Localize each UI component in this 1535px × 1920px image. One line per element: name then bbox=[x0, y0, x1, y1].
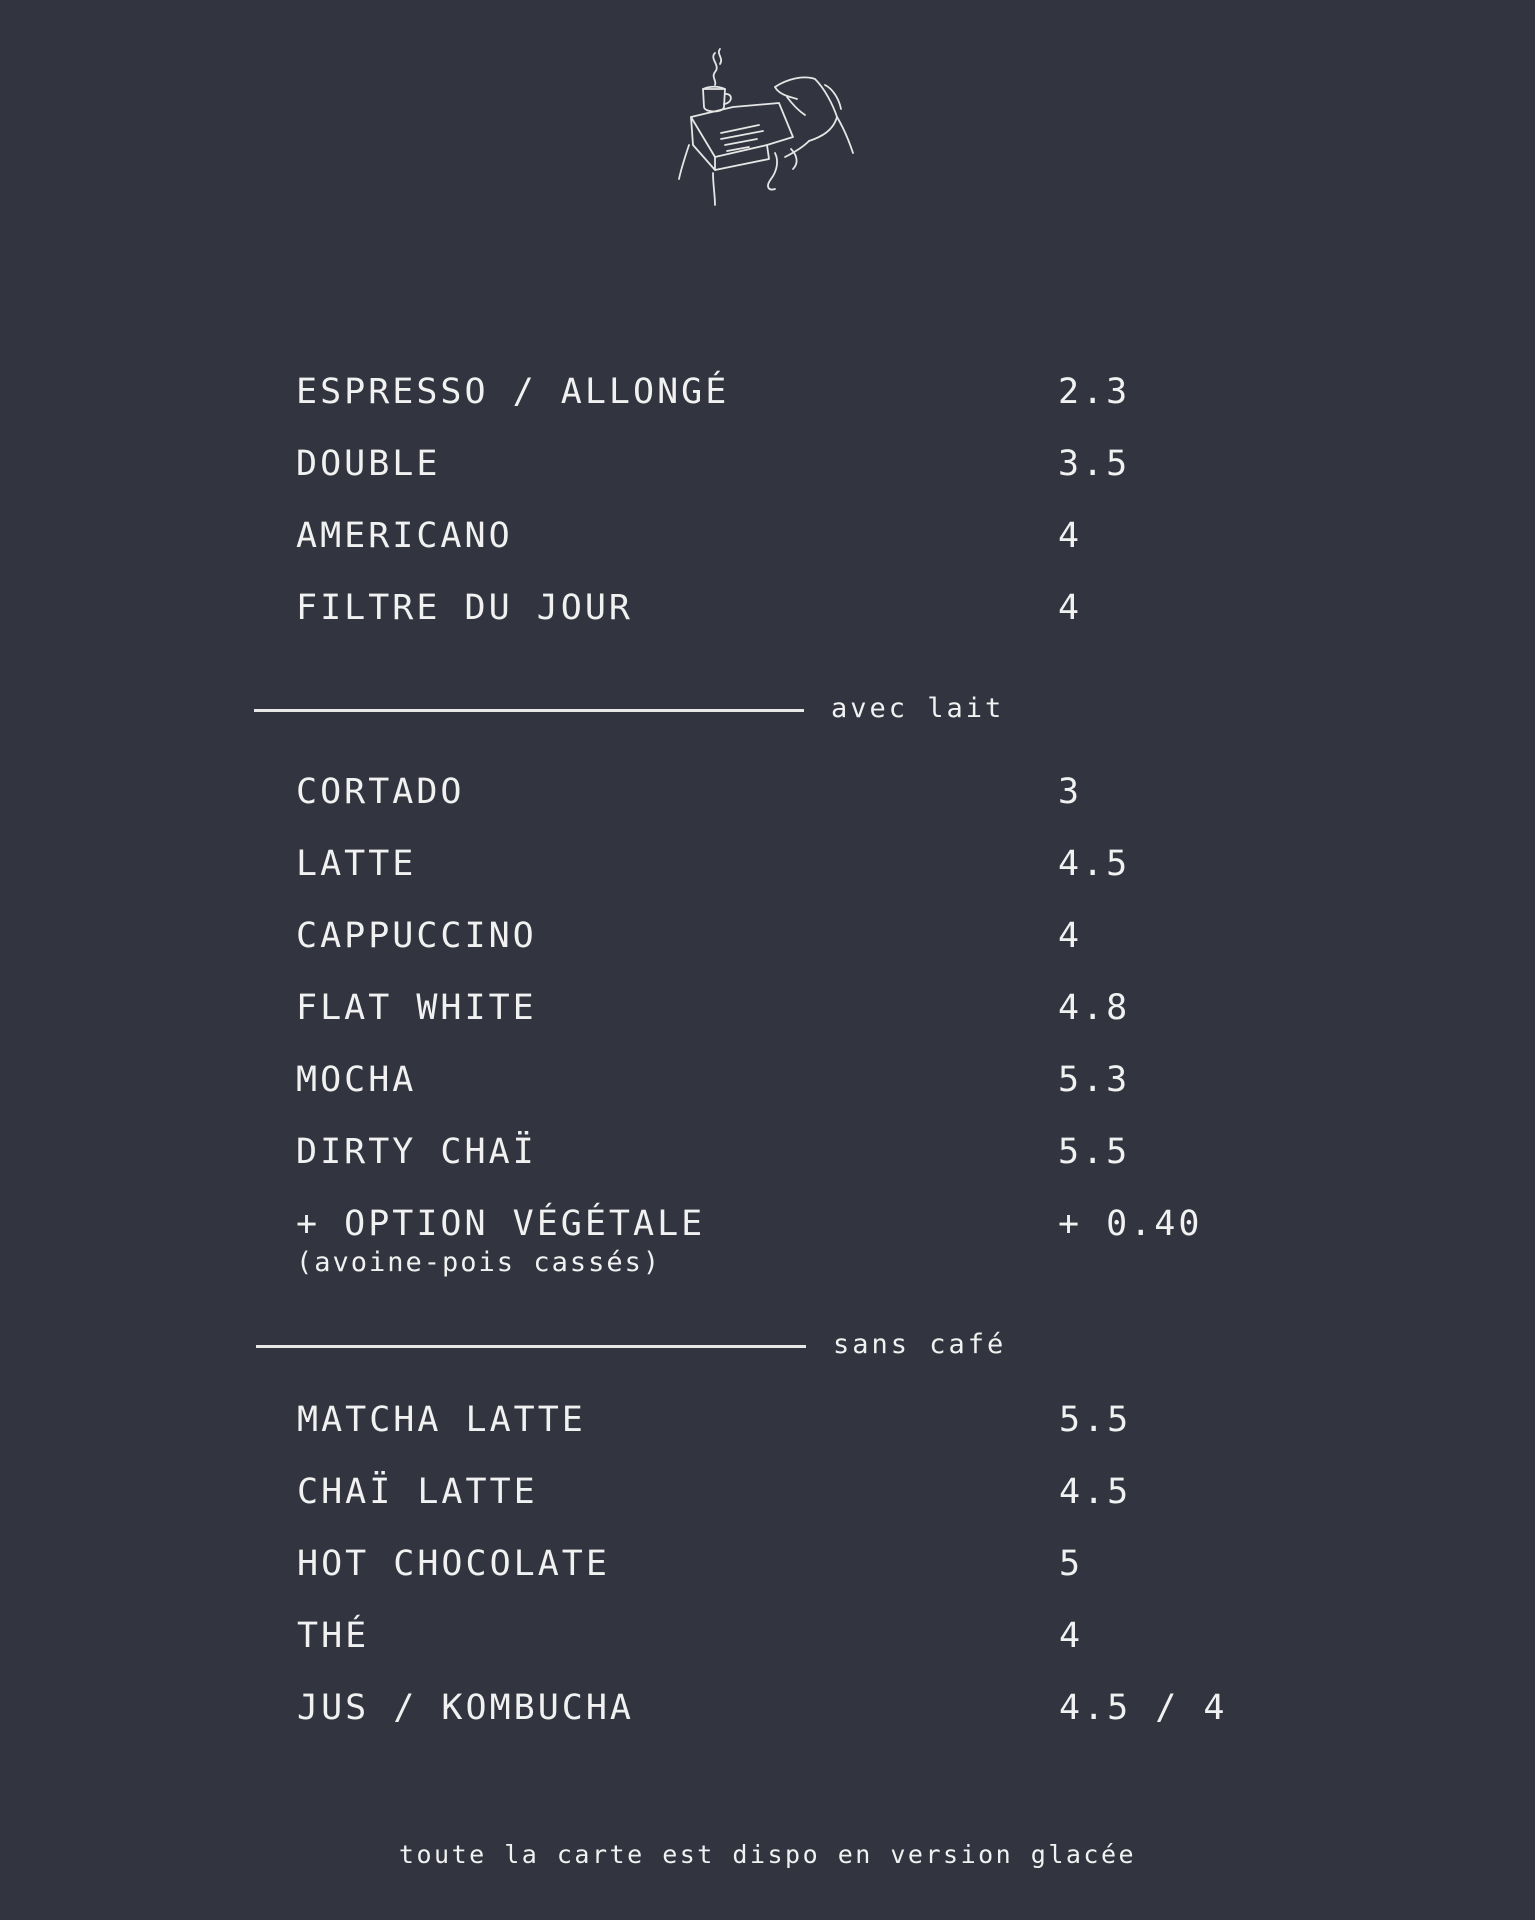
item-name: LATTE bbox=[296, 844, 417, 884]
footer-note: toute la carte est dispo en version glacée bbox=[398, 1840, 1137, 1869]
item-price: 4 bbox=[1059, 1616, 1084, 1656]
item-price: 3.5 bbox=[1058, 444, 1131, 484]
item-name: FILTRE DU JOUR bbox=[296, 588, 634, 628]
item-name: CORTADO bbox=[296, 772, 465, 812]
section-label: avec lait bbox=[831, 693, 1005, 724]
item-name: HOT CHOCOLATE bbox=[297, 1544, 610, 1584]
menu-item bbox=[297, 1542, 1297, 1614]
menu-item bbox=[296, 770, 1296, 842]
menu-item bbox=[296, 1130, 1296, 1202]
item-name: CAPPUCCINO bbox=[296, 916, 537, 956]
menu-item bbox=[296, 914, 1296, 986]
item-price: 4.5 / 4 bbox=[1059, 1688, 1228, 1728]
menu-item bbox=[296, 442, 1296, 514]
item-name: FLAT WHITE bbox=[296, 988, 537, 1028]
menu-item bbox=[296, 370, 1296, 442]
item-price: 4.8 bbox=[1058, 988, 1131, 1028]
item-name: MATCHA LATTE bbox=[297, 1400, 586, 1440]
menu-item bbox=[297, 1470, 1297, 1542]
item-name: MOCHA bbox=[296, 1060, 417, 1100]
menu-section-espresso bbox=[296, 370, 1296, 658]
item-price: 5.3 bbox=[1058, 1060, 1131, 1100]
item-name: ESPRESSO / ALLONGÉ bbox=[296, 372, 730, 412]
item-price: 4 bbox=[1058, 588, 1083, 628]
item-price: 5.5 bbox=[1058, 1132, 1131, 1172]
item-price: 5.5 bbox=[1059, 1400, 1132, 1440]
menu-item bbox=[297, 1686, 1297, 1758]
item-name: + OPTION VÉGÉTALE bbox=[296, 1204, 706, 1244]
menu-item bbox=[296, 514, 1296, 586]
section-divider bbox=[256, 1345, 806, 1348]
item-price: 4.5 bbox=[1058, 844, 1131, 884]
item-price: 4 bbox=[1058, 916, 1083, 956]
item-price: 4 bbox=[1058, 516, 1083, 556]
menu-item bbox=[297, 1614, 1297, 1686]
menu-item bbox=[297, 1398, 1297, 1470]
item-note: (avoine-pois cassés) bbox=[296, 1247, 662, 1278]
item-price: 2.3 bbox=[1058, 372, 1131, 412]
item-name: DOUBLE bbox=[296, 444, 441, 484]
item-price: 4.5 bbox=[1059, 1472, 1132, 1512]
section-header-avec-lait bbox=[254, 689, 1054, 729]
menu-item bbox=[296, 1058, 1296, 1130]
coffee-cup-and-hands-sketch-icon bbox=[675, 45, 860, 210]
item-name: THÉ bbox=[297, 1616, 370, 1656]
menu-section-sans-cafe bbox=[297, 1398, 1297, 1758]
item-name: CHAÏ LATTE bbox=[297, 1472, 538, 1512]
section-divider bbox=[254, 709, 804, 712]
item-name: JUS / KOMBUCHA bbox=[297, 1688, 635, 1728]
section-label: sans café bbox=[833, 1329, 1007, 1360]
item-name: DIRTY CHAÏ bbox=[296, 1132, 537, 1172]
menu-section-avec-lait bbox=[296, 770, 1296, 1278]
section-header-sans-cafe bbox=[256, 1325, 1056, 1365]
menu-item bbox=[296, 842, 1296, 914]
menu-item bbox=[296, 586, 1296, 658]
item-price: 3 bbox=[1058, 772, 1083, 812]
item-price: + 0.40 bbox=[1058, 1204, 1203, 1244]
item-price: 5 bbox=[1059, 1544, 1084, 1584]
menu-item-option bbox=[296, 1202, 1296, 1278]
item-name: AMERICANO bbox=[296, 516, 513, 556]
menu-item bbox=[296, 986, 1296, 1058]
